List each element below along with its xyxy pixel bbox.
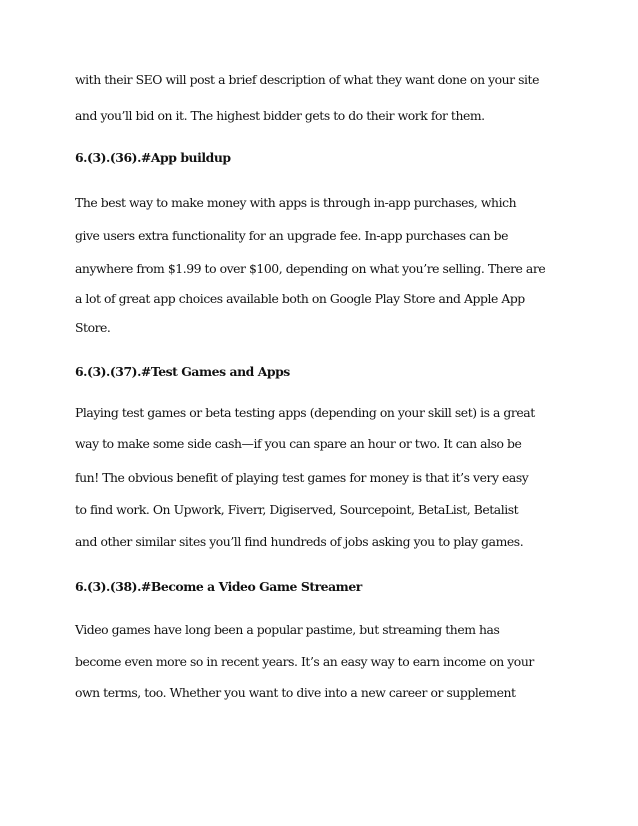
body-text-line: way to make some side cash—if you can spare an hour or two. It can also be [75,436,522,451]
body-text-line: Video games have long been a popular pastime, but streaming them has [75,622,500,637]
body-text-line: give users extra functionality for an upgrade fee. In-app purchases can be [75,228,508,243]
body-text-line: to find work. On Upwork, Fiverr, Digiserved, Sourcepoint, BetaList, Betalist [75,502,519,517]
section-heading: 6.(3).(36).#App buildup [75,150,231,165]
body-text-line: own terms, too. Whether you want to dive into a new career or supplement [75,685,516,700]
body-text-line: anywhere from $1.99 to over $100, depending on what you’re selling. There are [75,261,546,276]
body-text-line: and you’ll bid on it. The highest bidder gets to do their work for them. [75,108,485,123]
body-text-line: with their SEO will post a brief description of what they want done on your site [75,72,539,87]
section-heading: 6.(3).(37).#Test Games and Apps [75,364,290,379]
body-text-line: The best way to make money with apps is through in-app purchases, which [75,195,517,210]
body-text-line: and other similar sites you’ll find hundreds of jobs asking you to play games. [75,534,524,549]
body-text-line: Store. [75,320,111,335]
body-text-line: Playing test games or beta testing apps (depending on your skill set) is a great [75,405,535,420]
section-heading: 6.(3).(38).#Become a Video Game Streamer [75,579,362,594]
body-text-line: become even more so in recent years. It’s an easy way to earn income on your [75,654,534,669]
body-text-line: a lot of great app choices available both on Google Play Store and Apple App [75,291,525,306]
body-text-line: fun! The obvious benefit of playing test games for money is that it’s very easy [75,470,529,485]
